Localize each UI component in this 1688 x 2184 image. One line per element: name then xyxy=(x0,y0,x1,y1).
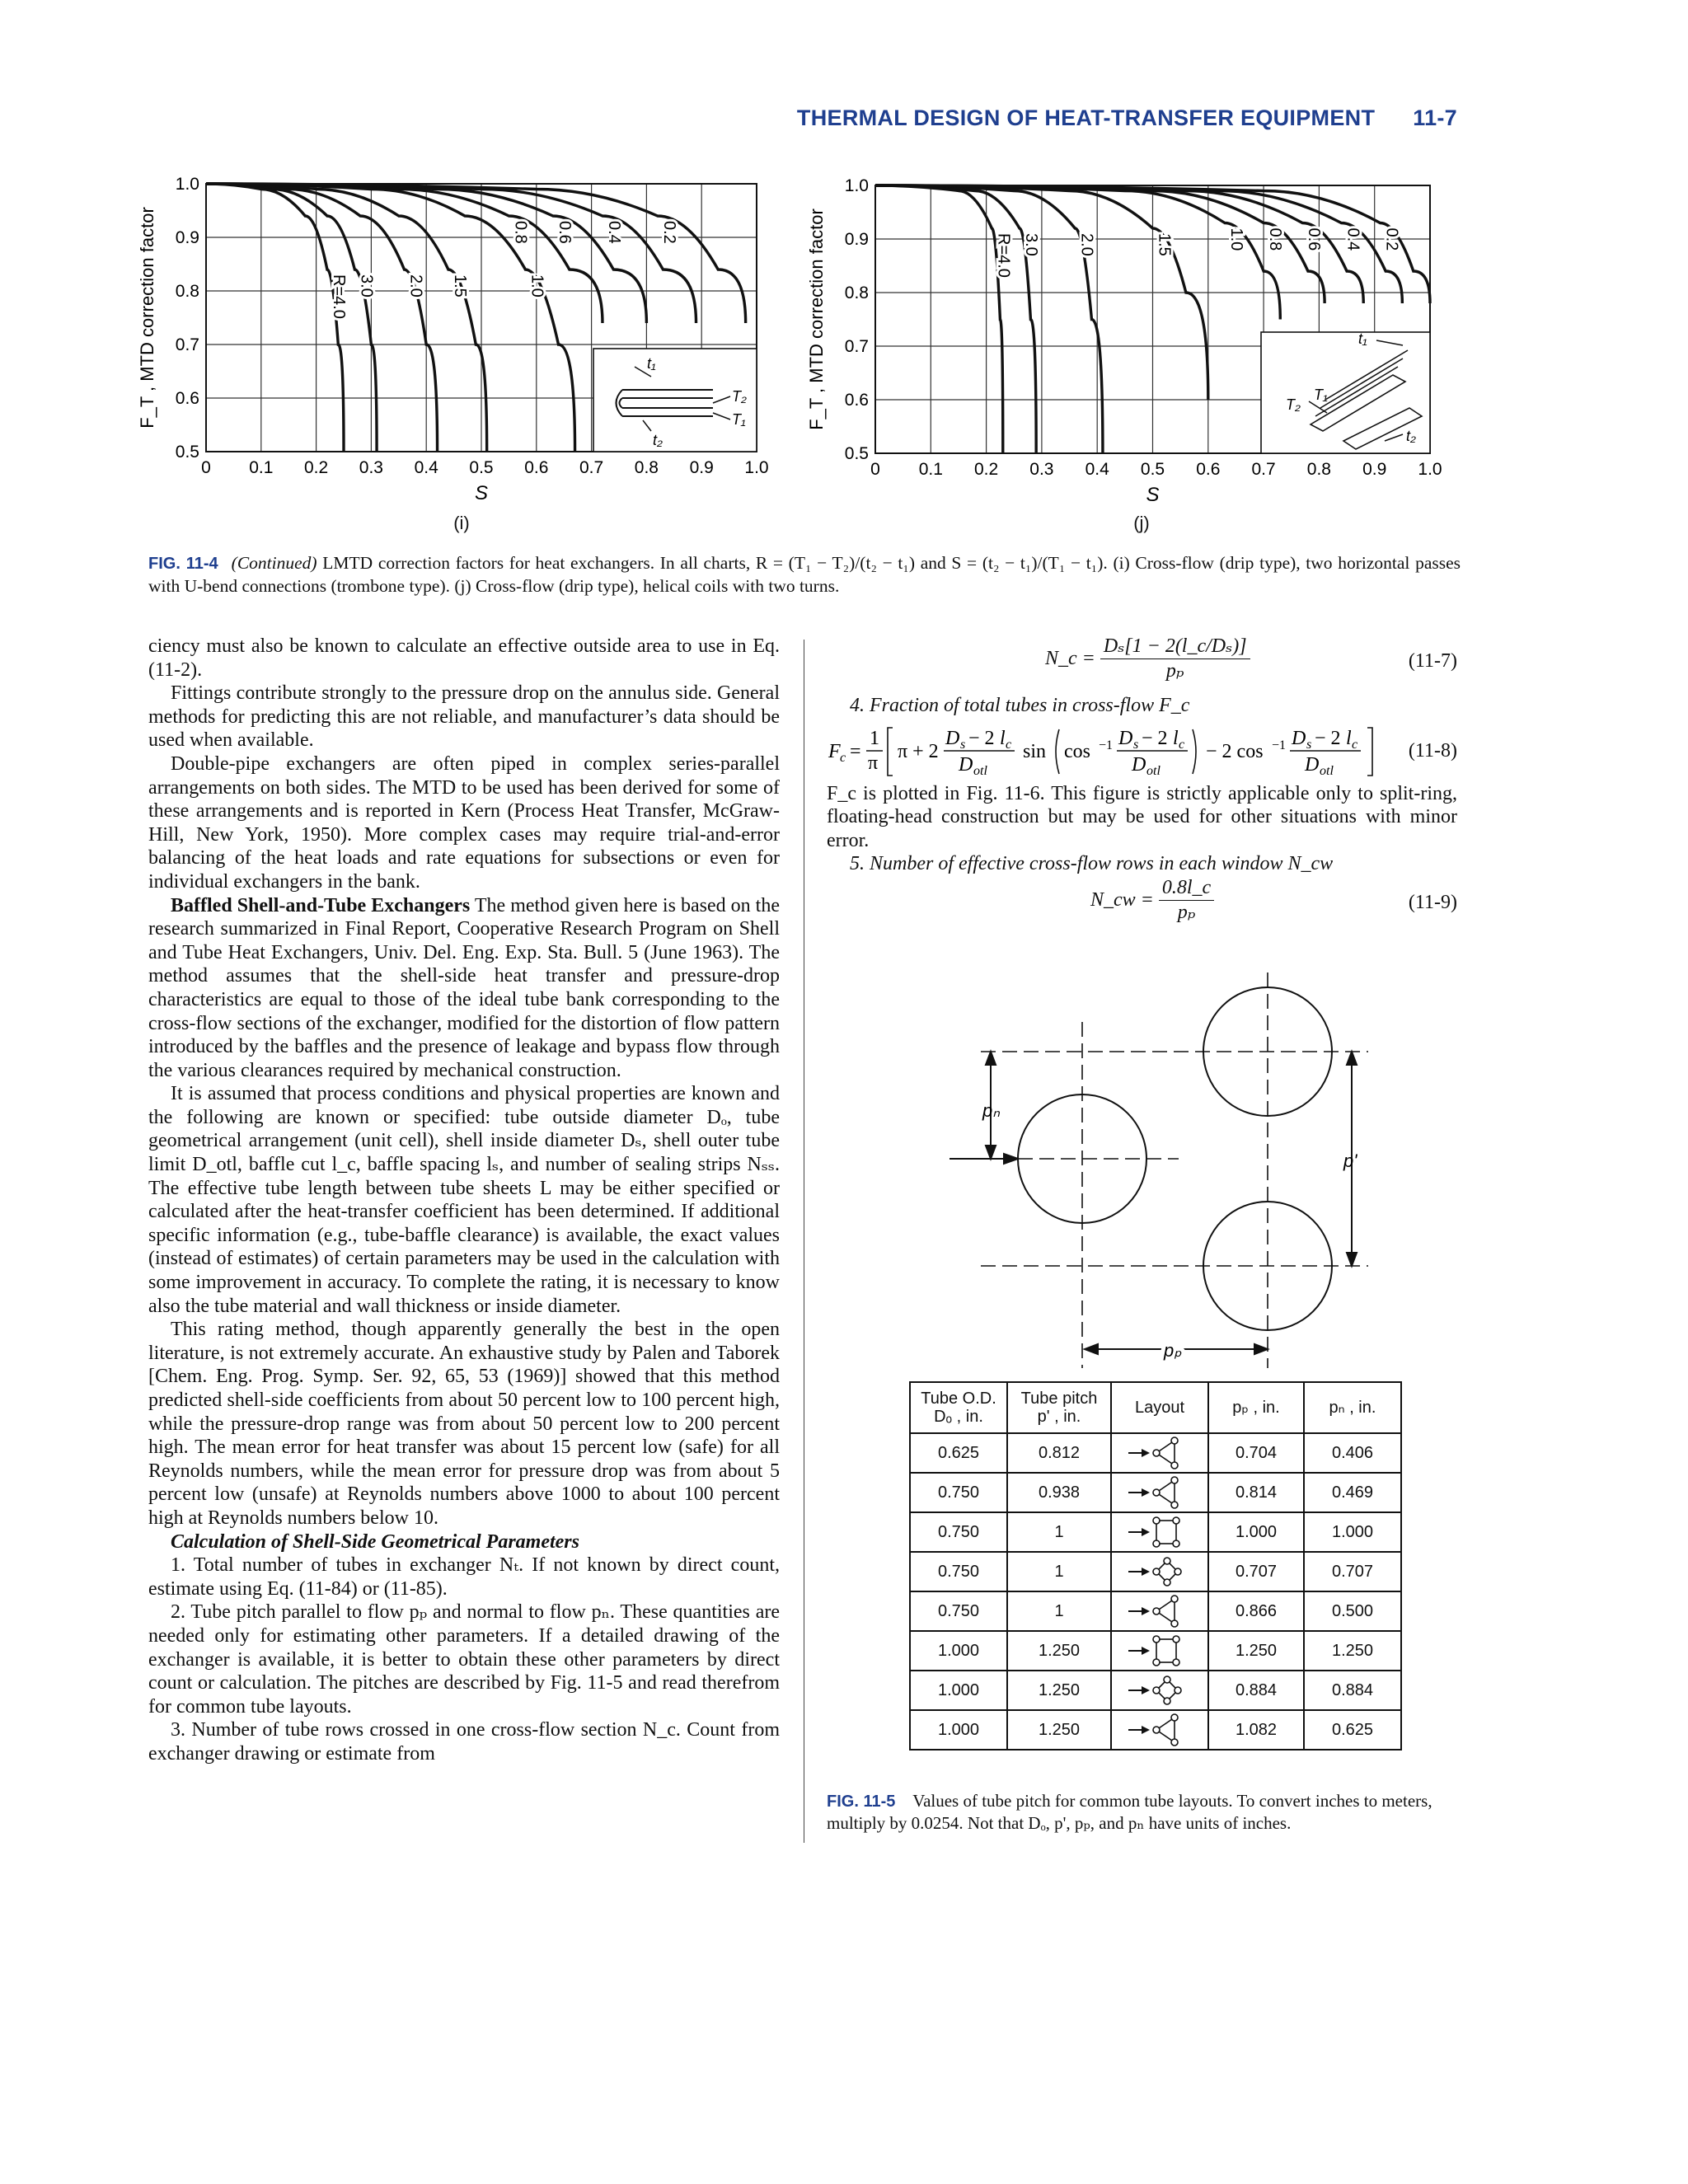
series-line xyxy=(206,184,603,323)
item-5: 5. Number of effective cross-flow rows in each window N_cw xyxy=(850,853,1334,875)
x-tick-label: 0 xyxy=(201,458,211,477)
svg-text:sin: sin xyxy=(1023,740,1047,762)
triangle-layout-icon xyxy=(1127,1436,1193,1469)
series-label: 0.8 xyxy=(511,221,530,244)
x-tick-label: 0 xyxy=(870,460,880,479)
paragraph-fc: F_c is plotted in Fig. 11-6. This figure is strictly applicable only to split-ring, floating-head construction but may be used for other situations with minor error. xyxy=(827,782,1457,851)
cell-pp: 1.000 xyxy=(1208,1512,1304,1552)
series-line xyxy=(875,185,1036,453)
series-label: 0.2 xyxy=(659,221,678,244)
equation-11-7 xyxy=(827,635,1457,694)
item-2: 2. Tube pitch parallel to flow pₚ and normal to flow pₙ. These quantities are needed only for estimating other parameters. If a detailed drawing of the exchanger is available, it is better to obtain these other parameters by direct count or calculation. The pitches are described by Fig. 11-5 and read therefrom for common tube layouts. xyxy=(148,1601,780,1718)
x-tick-label: 0.6 xyxy=(524,458,549,477)
svg-text:− 2: − 2 xyxy=(968,727,995,749)
x-axis-label: S xyxy=(1146,484,1160,506)
table-row xyxy=(910,1512,1401,1552)
equation-11-9 xyxy=(827,876,1457,935)
paragraph-3: Double-pipe exchangers are often piped in complex series-parallel arrangements on both sides. The MTD to be used has been derived for some of these arrangements and is reported in Kern (Process Heat Transfer, McGraw-Hill, New York, 1950). More complex cases may require trial-and-error balancing of the heat loads and rate equations for subsections or even for individual exchangers in the bank. xyxy=(148,752,780,893)
table-row xyxy=(910,1552,1401,1591)
cell-od: 0.625 xyxy=(910,1433,1007,1473)
cell-od: 1.000 xyxy=(910,1671,1007,1710)
figure-4-label: FIG. 11-4 xyxy=(148,555,218,573)
svg-text:−1: −1 xyxy=(1099,738,1114,752)
series-line xyxy=(206,184,746,323)
series-label: 1.0 xyxy=(1226,227,1245,251)
series-label: 3.0 xyxy=(357,274,376,298)
triangle-layout-icon xyxy=(1127,1476,1193,1509)
cell-od: 0.750 xyxy=(910,1473,1007,1512)
triangle-layout-icon xyxy=(1127,1595,1193,1628)
cell-pn: 0.884 xyxy=(1304,1671,1401,1710)
svg-text:− 2 cos: − 2 cos xyxy=(1206,740,1264,762)
cell-pp: 1.082 xyxy=(1208,1710,1304,1750)
x-tick-label: 0.5 xyxy=(469,458,494,477)
rotated-square-layout-icon xyxy=(1127,1555,1193,1588)
cell-layout xyxy=(1111,1552,1208,1591)
pp-label: pₚ xyxy=(1164,1340,1182,1361)
cell-pn: 0.625 xyxy=(1304,1710,1401,1750)
y-tick-label: 1.0 xyxy=(175,175,199,194)
series-label: R=4.0 xyxy=(329,274,348,319)
series-label: 1.5 xyxy=(450,274,469,298)
x-tick-label: 0.2 xyxy=(973,460,999,479)
cell-layout xyxy=(1111,1591,1208,1631)
eq9-lhs: N_cw = xyxy=(1090,888,1154,911)
svg-text:l: l xyxy=(1346,727,1352,749)
cell-pn: 0.469 xyxy=(1304,1473,1401,1512)
series-label: 2.0 xyxy=(406,274,425,298)
series-line xyxy=(206,184,344,452)
y-tick-label: 0.8 xyxy=(175,282,199,301)
svg-text:D: D xyxy=(1292,727,1306,749)
svg-text:l: l xyxy=(1173,727,1179,749)
svg-text:− 2: − 2 xyxy=(1315,727,1341,749)
chart-svg xyxy=(137,169,783,515)
cell-pitch: 1 xyxy=(1007,1512,1111,1552)
y-axis-label: F_T , MTD correction factor xyxy=(806,209,827,430)
x-tick-label: 1.0 xyxy=(1418,460,1442,479)
square-layout-icon xyxy=(1127,1516,1193,1549)
svg-text:π: π xyxy=(868,752,879,774)
paragraph-1: ciency must also be known to calculate an effective outside area to use in Eq. (11-2). xyxy=(148,635,780,681)
cell-pitch: 1.250 xyxy=(1007,1671,1111,1710)
eq7-fraction xyxy=(1100,635,1250,682)
cell-pitch: 1.250 xyxy=(1007,1631,1111,1671)
series-line xyxy=(875,185,1003,453)
series-label: 1.0 xyxy=(528,274,546,298)
figure-5-caption xyxy=(827,1790,1457,1834)
svg-text:s: s xyxy=(960,737,966,752)
paragraph-4-text: The method given here is based on the research summarized in Final Report, Cooperative Research Program on Shell and Tube Heat Exchangers, Univ. Del. Eng. Exp. Sta. Bull. 5 (June 1963). The method assumes that the shell-side heat transfer and pressure-drop characteristics are equal to those of the ideal tube bank corresponding to the cross-flow sections of the exchanger, modified for the distortion of flow pattern introduced by the baffles and the presence of leakage and bypass flow through the various clearances required by mechanical construction. xyxy=(148,894,780,1081)
svg-text:π + 2: π + 2 xyxy=(898,740,939,762)
eq7-numerator: Dₛ[1 − 2(l_c/Dₛ)] xyxy=(1100,635,1250,659)
item-4: 4. Fraction of total tubes in cross-flow F_c xyxy=(850,695,1190,716)
page-number: 11-7 xyxy=(1413,105,1457,130)
series-label: 0.4 xyxy=(1343,227,1362,251)
t2-label: t₂ xyxy=(1406,428,1416,444)
svg-text:c: c xyxy=(1006,737,1012,752)
table-row xyxy=(910,1473,1401,1512)
T1-label: T₁ xyxy=(732,411,746,428)
chart-svg xyxy=(806,169,1459,515)
section-heading-baffled: Baffled Shell-and-Tube Exchangers xyxy=(171,894,471,916)
y-tick-label: 0.9 xyxy=(175,228,199,247)
cell-pitch: 0.812 xyxy=(1007,1433,1111,1473)
item-3: 3. Number of tube rows crossed in one cross-flow section N_c. Count from exchanger drawing or estimate from xyxy=(148,1719,780,1765)
series-label: R=4.0 xyxy=(994,233,1013,278)
cell-pitch: 1.250 xyxy=(1007,1710,1111,1750)
cell-od: 0.750 xyxy=(910,1552,1007,1591)
tube-pitch-diagram xyxy=(948,972,1541,1368)
panel-label-j: (j) xyxy=(1133,513,1150,533)
figure-4-caption xyxy=(148,552,1461,598)
cell-pp: 0.814 xyxy=(1208,1473,1304,1512)
series-label: 1.5 xyxy=(1155,233,1174,256)
cell-od: 0.750 xyxy=(910,1512,1007,1552)
eq9-numerator: 0.8l_c xyxy=(1159,876,1214,901)
svg-text:D: D xyxy=(1118,727,1133,749)
series-label: 0.6 xyxy=(1305,227,1324,251)
cell-pp: 0.866 xyxy=(1208,1591,1304,1631)
triangle-layout-icon xyxy=(1127,1713,1193,1746)
svg-text:s: s xyxy=(1133,737,1139,752)
svg-text:D: D xyxy=(945,727,960,749)
paragraph-4 xyxy=(148,894,780,1083)
pprime-label: p' xyxy=(1343,1151,1357,1171)
cell-pitch: 1 xyxy=(1007,1591,1111,1631)
cell-pn: 1.250 xyxy=(1304,1631,1401,1671)
series-label: 0.8 xyxy=(1266,227,1285,251)
series-label: 0.2 xyxy=(1382,227,1401,251)
rotated-square-layout-icon xyxy=(1127,1674,1193,1707)
eq9-number: (11-9) xyxy=(1408,891,1457,913)
col-header-pn: pₙ , in. xyxy=(1304,1382,1401,1433)
cell-layout xyxy=(1111,1473,1208,1512)
svg-text:c: c xyxy=(840,750,846,765)
cell-pn: 0.500 xyxy=(1304,1591,1401,1631)
pn-label: pₙ xyxy=(982,1100,1001,1121)
series-label: 0.6 xyxy=(555,221,574,244)
svg-text:F: F xyxy=(828,740,841,762)
svg-text:l: l xyxy=(1000,727,1006,749)
series-line xyxy=(206,184,377,452)
x-tick-label: 0.2 xyxy=(303,458,329,477)
table-row xyxy=(910,1671,1401,1710)
cell-pn: 1.000 xyxy=(1304,1512,1401,1552)
figure-5-label: FIG. 11-5 xyxy=(827,1793,896,1811)
y-axis-label: F_T , MTD correction factor xyxy=(137,207,157,429)
cell-layout xyxy=(1111,1631,1208,1671)
x-tick-label: 0.7 xyxy=(1251,460,1276,479)
svg-text:cos: cos xyxy=(1064,740,1090,762)
svg-text:=: = xyxy=(850,740,861,762)
y-tick-label: 0.5 xyxy=(844,444,869,463)
cell-pitch: 0.938 xyxy=(1007,1473,1111,1512)
svg-text:D: D xyxy=(1132,753,1146,776)
cell-layout xyxy=(1111,1433,1208,1473)
header-title: THERMAL DESIGN OF HEAT-TRANSFER EQUIPMENT xyxy=(796,105,1376,130)
y-tick-label: 0.6 xyxy=(175,389,199,408)
right-column xyxy=(827,635,1457,935)
svg-text:D: D xyxy=(959,753,973,776)
x-tick-label: 0.4 xyxy=(414,458,438,477)
eq8-formula xyxy=(827,721,1404,782)
eq7-lhs: N_c = xyxy=(1045,647,1095,669)
T1-label: T₁ xyxy=(1314,387,1328,403)
svg-text:s: s xyxy=(1306,737,1312,752)
paragraph-6: This rating method, though apparently generally the best in the open literature, is not extremely accurate. An exhaustive study by Palen and Taborek [Chem. Eng. Prog. Symp. Ser. 92, 65, 53 (1969)] showed that this method predicted shell-side coefficients from about 50 percent low to 100 percent high, while the pressure-drop range was from about 50 percent low to 200 percent high. The mean error for heat transfer was about 15 percent low (safe) for all Reynolds numbers, while the mean error for pressure drop was from about 5 percent low (unsafe) at Reynolds numbers above 1000 to about 100 percent high at Reynolds numbers below 10. xyxy=(148,1319,780,1529)
T2-label: T₂ xyxy=(1286,396,1301,413)
x-tick-label: 0.8 xyxy=(1306,460,1332,479)
y-tick-label: 1.0 xyxy=(844,176,869,195)
svg-text:D: D xyxy=(1305,753,1320,776)
t1-label: t₁ xyxy=(647,355,656,372)
cell-pp: 0.707 xyxy=(1208,1552,1304,1591)
paragraph-2: Fittings contribute strongly to the pressure drop on the annulus side. General methods for predicting this are not reliable, and manufacturer’s data should be used when available. xyxy=(148,682,780,752)
x-tick-label: 0.1 xyxy=(249,458,274,477)
table-header-row xyxy=(910,1382,1401,1433)
t2-label: t₂ xyxy=(653,432,663,448)
subsection-heading-calc: Calculation of Shell-Side Geometrical Parameters xyxy=(171,1530,579,1553)
series-label: 0.4 xyxy=(604,221,623,244)
figure-4-continued: (Continued) xyxy=(231,553,317,573)
series-line xyxy=(206,184,696,323)
x-tick-label: 0.9 xyxy=(689,458,714,477)
paragraph-5: It is assumed that process conditions and physical properties are known and the following are known or specified: tube outside diameter Dₒ, tube geometrical arrangement (unit cell), shell inside diameter Dₛ, shell outer tube limit D_otl, baffle cut l_c, baffle spacing lₛ, and number of sealing strips Nₛₛ. The effective tube length between tube sheets L may be either specified or calculated after the heat-transfer coefficient has been determined. If additional specific information (e.g., tube-baffle clearance) is available, the exact values (instead of estimates) of certain parameters may be used in the calculation with some improvement in accuracy. To complete the rating, it is necessary to know also the tube material and wall thickness or inside diameter. xyxy=(148,1083,780,1317)
cell-pp: 0.884 xyxy=(1208,1671,1304,1710)
x-tick-label: 0.5 xyxy=(1140,460,1165,479)
cell-pp: 0.704 xyxy=(1208,1433,1304,1473)
cell-od: 0.750 xyxy=(910,1591,1007,1631)
item-1: 1. Total number of tubes in exchanger Nₜ. If not known by direct count, estimate using Eq. (11-84) or (11-85). xyxy=(148,1554,780,1600)
svg-text:otl: otl xyxy=(1320,763,1334,778)
T2-label: T₂ xyxy=(732,388,747,405)
cell-layout xyxy=(1111,1671,1208,1710)
series-line xyxy=(875,185,1103,453)
x-tick-label: 1.0 xyxy=(744,458,769,477)
eq7-denominator: pₚ xyxy=(1165,659,1184,682)
tube-pitch-table xyxy=(909,1381,1402,1750)
cell-od: 1.000 xyxy=(910,1631,1007,1671)
x-tick-label: 0.1 xyxy=(918,460,943,479)
cell-pp: 1.250 xyxy=(1208,1631,1304,1671)
table-row xyxy=(910,1631,1401,1671)
cell-pitch: 1 xyxy=(1007,1552,1111,1591)
chart-j xyxy=(806,169,1459,515)
x-axis-label: S xyxy=(474,482,489,504)
figure-5-text: Values of tube pitch for common tube layouts. To convert inches to meters, multiply by 0.0254. Not that Dₒ, p', pₚ, and pₙ have units of inches. xyxy=(827,1791,1432,1833)
y-tick-label: 0.8 xyxy=(844,284,869,302)
series-label: 2.0 xyxy=(1077,233,1096,256)
col-header-pitch: Tube pitch p' , in. xyxy=(1007,1382,1111,1433)
x-tick-label: 0.3 xyxy=(359,458,384,477)
x-tick-label: 0.7 xyxy=(579,458,604,477)
y-tick-label: 0.7 xyxy=(844,337,869,356)
y-tick-label: 0.6 xyxy=(844,391,869,410)
y-tick-label: 0.9 xyxy=(844,230,869,249)
y-tick-label: 0.5 xyxy=(175,443,199,462)
panel-label-i: (i) xyxy=(453,513,470,533)
x-tick-label: 0.8 xyxy=(634,458,659,477)
chart-i xyxy=(137,169,783,515)
x-tick-label: 0.3 xyxy=(1029,460,1054,479)
svg-text:otl: otl xyxy=(1146,763,1160,778)
t1-label: t₁ xyxy=(1358,330,1367,347)
figure-4-text: LMTD correction factors for heat exchangers. In all charts, R = (T₁ − T₂)/(t₂ − t₁) and S = (t₂ − t₁)/(T₁ − t₁). (i) Cross-flow (drip type), two horizontal passes with U-bend connections (trombone type). (j) Cross-flow (drip type), helical coils with two turns. xyxy=(148,553,1461,596)
svg-text:c: c xyxy=(1179,737,1185,752)
col-header-od: Tube O.D. Dₒ , in. xyxy=(910,1382,1007,1433)
x-tick-label: 0.9 xyxy=(1362,460,1387,479)
eq8-number: (11-8) xyxy=(1408,739,1457,762)
square-layout-icon xyxy=(1127,1634,1193,1667)
col-header-layout: Layout xyxy=(1111,1382,1208,1433)
eq7-number: (11-7) xyxy=(1408,650,1457,672)
cell-pn: 0.406 xyxy=(1304,1433,1401,1473)
eq9-denominator: pₚ xyxy=(1177,901,1196,923)
x-tick-label: 0.4 xyxy=(1085,460,1109,479)
left-column xyxy=(148,635,780,1766)
svg-text:− 2: − 2 xyxy=(1142,727,1168,749)
series-label: 3.0 xyxy=(1021,233,1040,256)
cell-od: 1.000 xyxy=(910,1710,1007,1750)
equation-11-8 xyxy=(827,721,1457,782)
svg-text:−1: −1 xyxy=(1272,738,1287,752)
col-header-pp: pₚ , in. xyxy=(1208,1382,1304,1433)
x-tick-label: 0.6 xyxy=(1196,460,1221,479)
cell-layout xyxy=(1111,1512,1208,1552)
svg-text:c: c xyxy=(1352,737,1358,752)
table-row xyxy=(910,1710,1401,1750)
cell-pn: 0.707 xyxy=(1304,1552,1401,1591)
y-tick-label: 0.7 xyxy=(175,335,199,354)
table-row xyxy=(910,1591,1401,1631)
svg-text:otl: otl xyxy=(973,763,987,778)
series-line xyxy=(206,184,438,452)
cell-layout xyxy=(1111,1710,1208,1750)
eq9-fraction xyxy=(1159,876,1214,924)
svg-text:1: 1 xyxy=(870,727,879,749)
running-header xyxy=(0,105,1457,131)
table-row xyxy=(910,1433,1401,1473)
